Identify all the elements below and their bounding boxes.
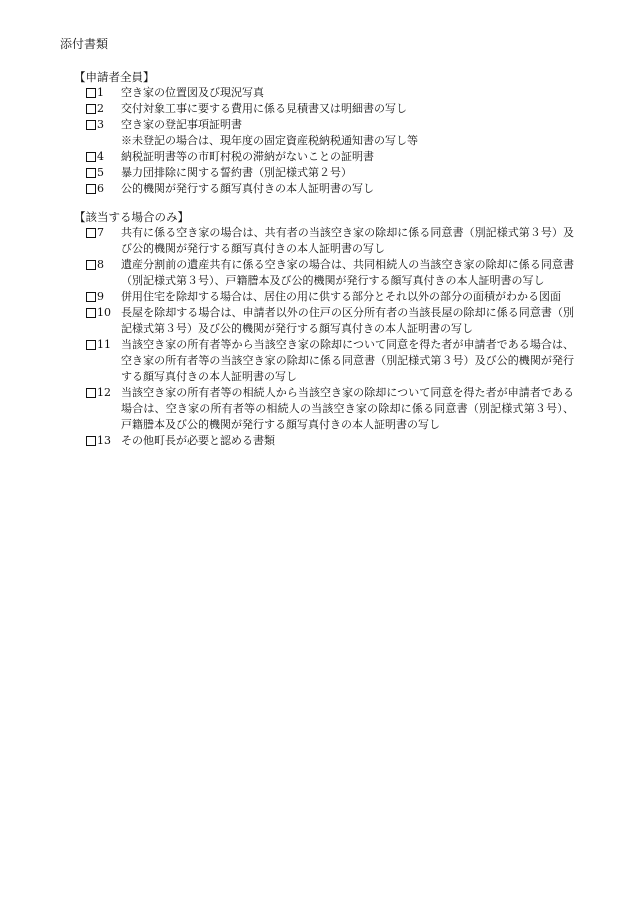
item-text: 当該空き家の所有者等の相続人から当該空き家の除却について同意を得た者が申請者である場合は、空き家の所有者等の相続人の当該空き家の除却に係る同意書（別記様式第３号）、戸籍謄本及び公的機関が発行する顔写真付きの本人証明書の写し [121,386,574,431]
item-number: 8 [97,258,104,271]
list-item [74,257,574,289]
checkbox[interactable] [86,340,96,350]
checkbox[interactable] [86,436,96,446]
item-text: 暴力団排除に関する誓約書（別記様式第２号） [121,166,352,179]
item-number: 7 [97,226,104,239]
item-text: 長屋を除却する場合は、申請者以外の住戸の区分所有者の当該長屋の除却に係る同意書（別記様式第３号）及び公的機関が発行する顔写真付きの本人証明書の写し [121,306,574,335]
list-item [74,385,574,433]
list-item [74,289,574,305]
checkbox[interactable] [86,388,96,398]
checkbox[interactable] [86,292,96,302]
item-text: 納税証明書等の市町村税の滞納がないことの証明書 [121,150,374,163]
item-number: 1 [97,86,104,99]
section-heading: 【申請者全員】 [74,70,155,84]
item-number: 12 [97,386,111,399]
item-number: 9 [97,290,104,303]
attachment-list [74,225,574,449]
list-item [74,85,574,101]
list-item [74,149,574,165]
item-number: 4 [97,150,104,163]
item-text: 共有に係る空き家の場合は、共有者の当該空き家の除却に係る同意書（別記様式第３号）及び公的機関が発行する顔写真付きの本人証明書の写し [121,226,574,255]
checkbox[interactable] [86,184,96,194]
list-item [74,101,574,117]
checkbox[interactable] [86,104,96,114]
checkbox[interactable] [86,88,96,98]
list-item [74,337,574,385]
item-text: 当該空き家の所有者等から当該空き家の除却について同意を得た者が申請者である場合は、空き家の所有者等の当該空き家の除却に係る同意書（別記様式第３号）及び公的機関が発行する顔写真付きの本人証明書の写し [121,338,574,383]
item-number: 10 [97,306,111,319]
item-text: その他町長が必要と認める書類 [121,434,275,447]
item-text: 交付対象工事に要する費用に係る見積書又は明細書の写し [121,102,407,115]
item-number: 3 [97,118,104,131]
section-heading: 【該当する場合のみ】 [74,210,189,224]
item-number: 6 [97,182,104,195]
attachment-list [74,85,574,197]
list-item [74,165,574,181]
item-number: 5 [97,166,104,179]
item-number: 2 [97,102,104,115]
item-text: 空き家の登記事項証明書 [121,118,242,131]
checkbox[interactable] [86,120,96,130]
item-note: ※未登記の場合は、現年度の固定資産税納税通知書の写し等 [121,134,418,147]
item-text: 併用住宅を除却する場合は、居住の用に供する部分とそれ以外の部分の面積がわかる図面 [121,290,561,303]
item-text: 空き家の位置図及び現況写真 [121,86,264,99]
item-number: 13 [97,434,111,447]
checkbox[interactable] [86,308,96,318]
list-item [74,225,574,257]
item-text: 公的機関が発行する顔写真付きの本人証明書の写し [121,182,374,195]
item-text: 遺産分割前の遺産共有に係る空き家の場合は、共同相続人の当該空き家の除却に係る同意書（別記様式第３号）、戸籍謄本及び公的機関が発行する顔写真付きの本人証明書の写し [121,258,574,287]
checkbox[interactable] [86,260,96,270]
document-title: 添付書類 [60,37,109,51]
section-all-applicants [74,69,574,197]
list-item [74,305,574,337]
list-item [74,181,574,197]
checkbox[interactable] [86,168,96,178]
list-item [74,433,574,449]
checkbox[interactable] [86,228,96,238]
item-number: 11 [97,338,111,351]
checkbox[interactable] [86,152,96,162]
section-if-applicable [74,209,574,449]
list-item [74,117,574,133]
